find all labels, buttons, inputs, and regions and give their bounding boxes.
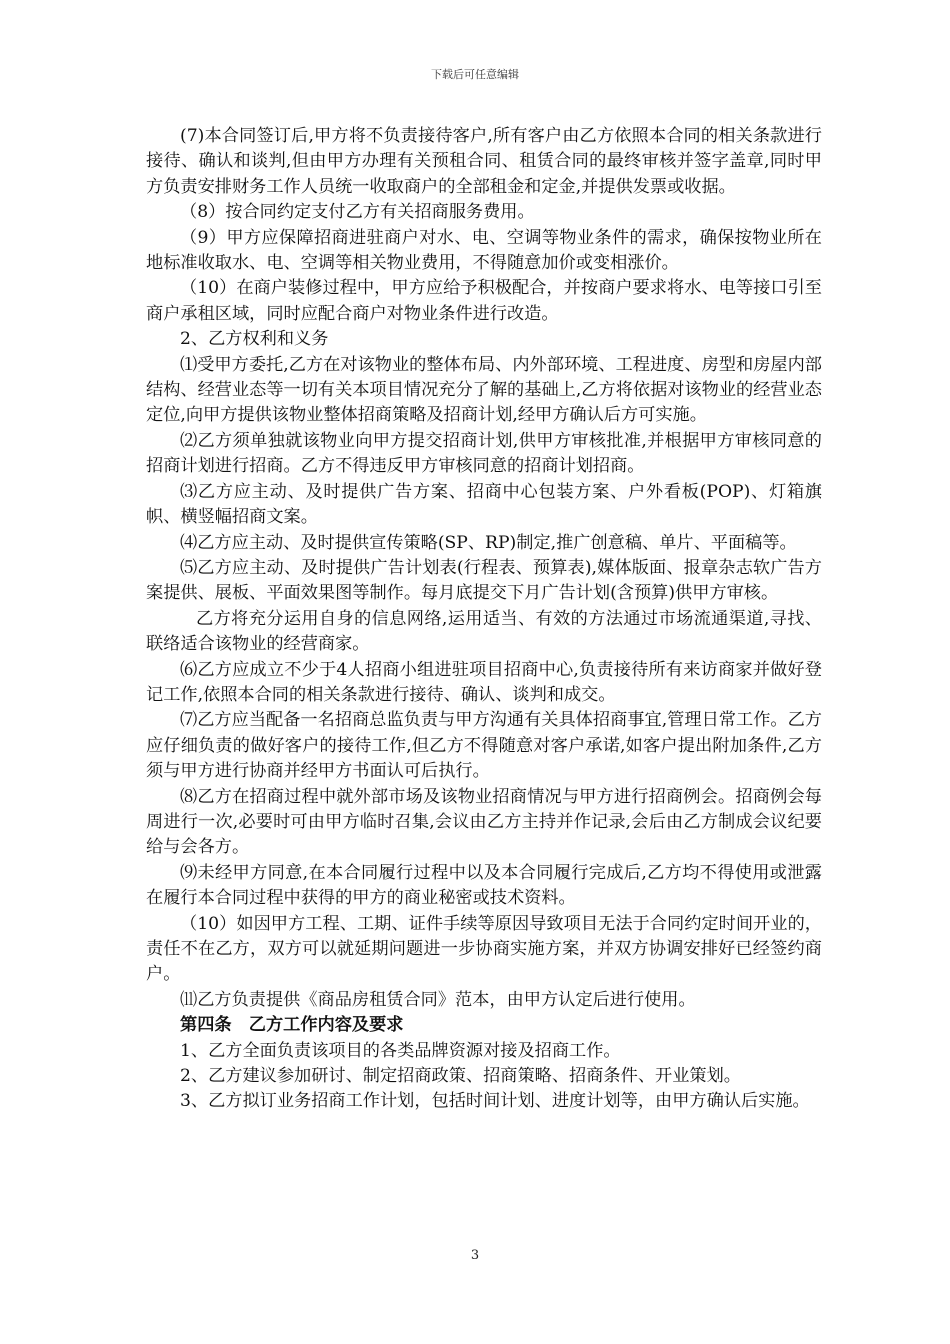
paragraph: ⑸乙方应主动、及时提供广告计划表(行程表、预算表),媒体版面、报章杂志软广告方案提供、展板、平面效果图等制作。每月底提交下月广告计划(含预算)供甲方审核。 (146, 557, 822, 604)
page-number: 3 (470, 1248, 480, 1263)
list-item: 2、乙方建议参加研讨、制定招商政策、招商策略、招商条件、开业策划。 (180, 1066, 741, 1087)
paragraph: ⑻乙方在招商过程中就外部市场及该物业招商情况与甲方进行招商例会。招商例会每周进行一次,必要时可由甲方临时召集,会议由乙方主持并作记录,会后由乙方制成会议纪要给与会各方。 (146, 786, 822, 858)
paragraph: 乙方将充分运用自身的信息网络,运用适当、有效的方法通过市场流通渠道,寻找、联络适合该物业的经营商家。 (146, 608, 822, 655)
list-item: 1、乙方全面负责该项目的各类品牌资源对接及招商工作。 (180, 1040, 621, 1061)
list-item: 3、乙方拟订业务招商工作计划，包括时间计划、进度计划等，由甲方确认后实施。 (180, 1091, 810, 1112)
paragraph: （10）在商户装修过程中，甲方应给予积极配合，并按商户要求将水、电等接口引至商户承租区域，同时应配合商户对物业条件进行改造。 (146, 278, 822, 324)
paragraph: ⑴受甲方委托,乙方在对该物业的整体布局、内外部环境、工程进度、房型和房屋内部结构、经营业态等一切有关本项目情况充分了解的基础上,乙方将依据对该物业的经营业态定位,向甲方提供该物业整体招商策略及招商计划,经甲方确认后方可实施。 (146, 354, 822, 426)
paragraph: （8）按合同约定支付乙方有关招商服务费用。 (180, 202, 535, 223)
subsection-title: 2、乙方权利和义务 (180, 329, 329, 350)
paragraph: (7)本合同签订后,甲方将不负责接待客户,所有客户由乙方依照本合同的相关条款进行接待、确认和谈判,但由甲方办理有关预租合同、租赁合同的最终审核并签字盖章,同时甲方负责安排财务工作人员统一收取商户的全部租金和定金,并提供发票或收据。 (146, 126, 822, 197)
paragraph: ⑾乙方负责提供《商品房租赁合同》范本，由甲方认定后进行使用。 (180, 989, 696, 1010)
section-heading: 第四条 乙方工作内容及要求 (180, 1015, 404, 1036)
paragraph: ⑶乙方应主动、及时提供广告方案、招商中心包装方案、户外看板(POP)、灯箱旗帜、横竖幅招商文案。 (146, 481, 822, 528)
paragraph: （9）甲方应保障招商进驻商户对水、电、空调等物业条件的需求，确保按物业所在地标准收取水、电、空调等相关物业费用，不得随意加价或变相涨价。 (146, 227, 822, 274)
paragraph: ⑷乙方应主动、及时提供宣传策略(SP、RP)制定,推广创意稿、单片、平面稿等。 (180, 532, 797, 553)
page-header-note: 下载后可任意编辑 (431, 68, 519, 81)
paragraph: ⑹乙方应成立不少于4人招商小组进驻项目招商中心,负责接待所有来访商家并做好登记工作,依照本合同的相关条款进行接待、确认、谈判和成交。 (146, 659, 822, 705)
document-body (146, 124, 822, 1115)
paragraph: ⑼未经甲方同意,在本合同履行过程中以及本合同履行完成后,乙方均不得使用或泄露在履行本合同过程中获得的甲方的商业秘密或技术资料。 (146, 862, 822, 909)
paragraph: ⑵乙方须单独就该物业向甲方提交招商计划,供甲方审核批准,并根据甲方审核同意的招商计划进行招商。乙方不得违反甲方审核同意的招商计划招商。 (146, 430, 822, 477)
paragraph: ⑺乙方应当配备一名招商总监负责与甲方沟通有关具体招商事宜,管理日常工作。乙方应仔细负责的做好客户的接待工作,但乙方不得随意对客户承诺,如客户提出附加条件,乙方须与甲方进行协商并经甲方书面认可后执行。 (146, 710, 822, 782)
paragraph: （10）如因甲方工程、工期、证件手续等原因导致项目无法于合同约定时间开业的，责任不在乙方，双方可以就延期问题进一步协商实施方案，并双方协调安排好已经签约商户。 (146, 913, 822, 985)
